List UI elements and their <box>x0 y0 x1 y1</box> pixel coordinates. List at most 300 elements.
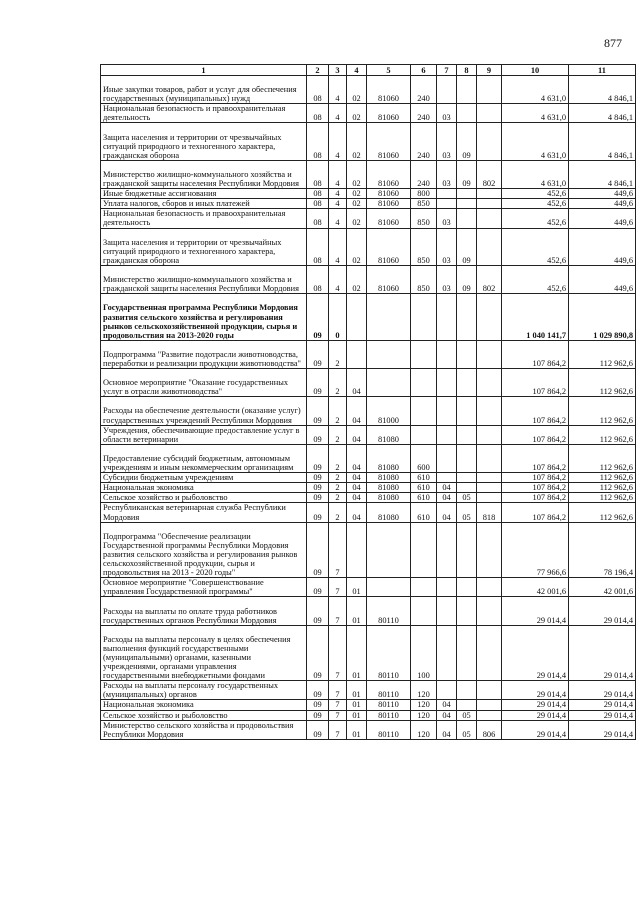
code-cell: 7 <box>329 522 347 578</box>
code-cell: 81060 <box>367 160 411 188</box>
code-cell: 81060 <box>367 199 411 209</box>
amount-cell: 4 846,1 <box>569 76 636 104</box>
code-cell: 81080 <box>367 493 411 503</box>
code-cell: 800 <box>411 189 437 199</box>
code-cell <box>457 340 477 368</box>
code-cell: 81080 <box>367 444 411 472</box>
budget-table <box>100 64 636 740</box>
code-cell <box>457 397 477 425</box>
table-row <box>101 625 636 681</box>
code-cell: 81000 <box>367 397 411 425</box>
code-cell: 81060 <box>367 228 411 265</box>
table-row <box>101 160 636 188</box>
code-cell <box>477 209 502 228</box>
code-cell: 7 <box>329 700 347 710</box>
amount-cell: 112 962,6 <box>569 397 636 425</box>
code-cell: 4 <box>329 228 347 265</box>
code-cell <box>457 473 477 483</box>
code-cell: 09 <box>307 710 329 720</box>
code-cell <box>437 578 457 597</box>
code-cell: 09 <box>307 483 329 493</box>
code-cell: 240 <box>411 123 437 160</box>
code-cell: 2 <box>329 340 347 368</box>
code-cell: 2 <box>329 397 347 425</box>
code-cell <box>411 340 437 368</box>
col-header-1: 1 <box>101 65 307 76</box>
amount-cell: 452,6 <box>502 209 569 228</box>
amount-cell: 107 864,2 <box>502 503 569 522</box>
code-cell: 02 <box>347 209 367 228</box>
amount-cell: 107 864,2 <box>502 397 569 425</box>
code-cell: 2 <box>329 483 347 493</box>
code-cell <box>437 199 457 209</box>
code-cell <box>457 578 477 597</box>
amount-cell: 4 631,0 <box>502 160 569 188</box>
amount-cell: 29 014,4 <box>569 710 636 720</box>
code-cell <box>477 710 502 720</box>
code-cell: 80110 <box>367 597 411 625</box>
amount-cell: 1 040 141,7 <box>502 294 569 341</box>
code-cell: 04 <box>437 493 457 503</box>
amount-cell: 449,6 <box>569 189 636 199</box>
amount-cell: 107 864,2 <box>502 369 569 397</box>
code-cell: 80110 <box>367 700 411 710</box>
code-cell: 09 <box>307 444 329 472</box>
code-cell <box>457 597 477 625</box>
code-cell: 08 <box>307 228 329 265</box>
code-cell: 7 <box>329 625 347 681</box>
table-row <box>101 720 636 739</box>
code-cell <box>457 189 477 199</box>
amount-cell: 107 864,2 <box>502 444 569 472</box>
code-cell: 01 <box>347 681 367 700</box>
code-cell: 80110 <box>367 681 411 700</box>
code-cell <box>411 522 437 578</box>
row-name-cell: Национальная экономика <box>101 483 307 493</box>
table-row <box>101 104 636 123</box>
code-cell: 09 <box>307 681 329 700</box>
code-cell: 802 <box>477 265 502 293</box>
table-row <box>101 228 636 265</box>
table-row <box>101 76 636 104</box>
code-cell: 850 <box>411 228 437 265</box>
code-cell <box>477 681 502 700</box>
table-row <box>101 123 636 160</box>
code-cell <box>477 228 502 265</box>
code-cell: 04 <box>347 483 367 493</box>
code-cell: 610 <box>411 493 437 503</box>
amount-cell: 29 014,4 <box>569 625 636 681</box>
code-cell <box>477 123 502 160</box>
amount-cell: 77 966,6 <box>502 522 569 578</box>
amount-cell: 112 962,6 <box>569 369 636 397</box>
col-header-6: 6 <box>411 65 437 76</box>
code-cell: 2 <box>329 444 347 472</box>
table-row <box>101 578 636 597</box>
amount-cell: 4 846,1 <box>569 160 636 188</box>
code-cell: 04 <box>437 503 457 522</box>
code-cell: 7 <box>329 720 347 739</box>
row-name-cell: Сельское хозяйство и рыболовство <box>101 710 307 720</box>
code-cell: 03 <box>437 104 457 123</box>
code-cell <box>367 578 411 597</box>
code-cell <box>477 483 502 493</box>
row-name-cell: Основное мероприятие "Оказание государственных услуг в отрасли животноводства" <box>101 369 307 397</box>
code-cell: 4 <box>329 160 347 188</box>
code-cell: 04 <box>347 503 367 522</box>
amount-cell: 29 014,4 <box>502 597 569 625</box>
table-body <box>101 76 636 740</box>
code-cell: 02 <box>347 160 367 188</box>
table-row <box>101 710 636 720</box>
code-cell: 81080 <box>367 425 411 444</box>
code-cell: 818 <box>477 503 502 522</box>
code-cell <box>457 369 477 397</box>
code-cell: 01 <box>347 625 367 681</box>
code-cell: 04 <box>347 473 367 483</box>
code-cell: 80110 <box>367 625 411 681</box>
code-cell <box>457 209 477 228</box>
code-cell <box>477 493 502 503</box>
code-cell <box>437 340 457 368</box>
code-cell <box>437 681 457 700</box>
code-cell: 09 <box>307 597 329 625</box>
code-cell: 05 <box>457 710 477 720</box>
table-row <box>101 265 636 293</box>
code-cell <box>477 199 502 209</box>
code-cell: 09 <box>307 473 329 483</box>
code-cell: 80110 <box>367 710 411 720</box>
amount-cell: 29 014,4 <box>569 597 636 625</box>
code-cell: 4 <box>329 265 347 293</box>
code-cell: 04 <box>437 700 457 710</box>
table-row <box>101 189 636 199</box>
row-name-cell: Национальная экономика <box>101 700 307 710</box>
code-cell: 02 <box>347 104 367 123</box>
amount-cell: 452,6 <box>502 199 569 209</box>
code-cell: 05 <box>457 503 477 522</box>
amount-cell: 107 864,2 <box>502 425 569 444</box>
code-cell: 09 <box>307 720 329 739</box>
row-name-cell: Субсидии бюджетным учреждениям <box>101 473 307 483</box>
amount-cell: 29 014,4 <box>569 720 636 739</box>
code-cell <box>477 189 502 199</box>
code-cell: 09 <box>307 369 329 397</box>
code-cell <box>477 625 502 681</box>
code-cell: 09 <box>457 160 477 188</box>
code-cell: 7 <box>329 710 347 720</box>
code-cell: 240 <box>411 160 437 188</box>
code-cell <box>437 597 457 625</box>
code-cell: 850 <box>411 199 437 209</box>
code-cell: 01 <box>347 578 367 597</box>
row-name-cell: Национальная безопасность и правоохранительная деятельность <box>101 209 307 228</box>
amount-cell: 449,6 <box>569 209 636 228</box>
amount-cell: 4 631,0 <box>502 76 569 104</box>
code-cell <box>347 294 367 341</box>
code-cell: 7 <box>329 597 347 625</box>
row-name-cell: Республиканская ветеринарная служба Республики Мордовия <box>101 503 307 522</box>
amount-cell: 1 029 890,8 <box>569 294 636 341</box>
amount-cell: 29 014,4 <box>502 710 569 720</box>
amount-cell: 112 962,6 <box>569 340 636 368</box>
table-row <box>101 700 636 710</box>
code-cell: 7 <box>329 578 347 597</box>
code-cell: 02 <box>347 228 367 265</box>
amount-cell: 452,6 <box>502 228 569 265</box>
code-cell: 80110 <box>367 720 411 739</box>
amount-cell: 4 631,0 <box>502 104 569 123</box>
code-cell: 610 <box>411 483 437 493</box>
table-row <box>101 209 636 228</box>
code-cell <box>437 425 457 444</box>
code-cell <box>367 369 411 397</box>
code-cell <box>437 522 457 578</box>
amount-cell: 112 962,6 <box>569 483 636 493</box>
table-row <box>101 369 636 397</box>
table-row <box>101 340 636 368</box>
table-row <box>101 681 636 700</box>
amount-cell: 42 001,6 <box>569 578 636 597</box>
amount-cell: 4 846,1 <box>569 104 636 123</box>
code-cell <box>457 522 477 578</box>
code-cell: 81060 <box>367 189 411 199</box>
code-cell: 81060 <box>367 265 411 293</box>
code-cell <box>411 397 437 425</box>
amount-cell: 42 001,6 <box>502 578 569 597</box>
code-cell: 08 <box>307 199 329 209</box>
code-cell: 03 <box>437 123 457 160</box>
code-cell: 2 <box>329 369 347 397</box>
code-cell: 4 <box>329 76 347 104</box>
table-row <box>101 199 636 209</box>
row-name-cell: Министерство сельского хозяйства и продовольствия Республики Мордовия <box>101 720 307 739</box>
header-row <box>101 65 636 76</box>
code-cell: 03 <box>437 228 457 265</box>
code-cell: 04 <box>347 444 367 472</box>
code-cell <box>477 444 502 472</box>
code-cell: 09 <box>307 578 329 597</box>
table-row <box>101 397 636 425</box>
amount-cell: 449,6 <box>569 199 636 209</box>
row-name-cell: Министерство жилищно-коммунального хозяйства и гражданской защиты населения Республики Мордовия <box>101 265 307 293</box>
code-cell: 09 <box>307 493 329 503</box>
code-cell: 600 <box>411 444 437 472</box>
amount-cell: 107 864,2 <box>502 473 569 483</box>
row-name-cell: Основное мероприятие "Совершенствование управления Государственной программы" <box>101 578 307 597</box>
row-name-cell: Иные закупки товаров, работ и услуг для обеспечения государственных (муниципальных) нужд <box>101 76 307 104</box>
code-cell <box>477 76 502 104</box>
table-row <box>101 503 636 522</box>
code-cell <box>411 425 437 444</box>
code-cell: 09 <box>307 294 329 341</box>
code-cell <box>477 700 502 710</box>
row-name-cell: Расходы на выплаты персоналу в целях обеспечения выполнения функций государственными (муниципальными) органами, казенными учреждениями, органами управления государственными внебюджетными фондами <box>101 625 307 681</box>
code-cell <box>457 483 477 493</box>
code-cell: 81060 <box>367 209 411 228</box>
code-cell <box>457 700 477 710</box>
row-name-cell: Сельское хозяйство и рыболовство <box>101 493 307 503</box>
code-cell: 09 <box>307 425 329 444</box>
code-cell: 120 <box>411 710 437 720</box>
code-cell: 05 <box>457 720 477 739</box>
code-cell <box>457 76 477 104</box>
code-cell: 08 <box>307 209 329 228</box>
code-cell <box>411 294 437 341</box>
col-header-9: 9 <box>477 65 502 76</box>
amount-cell: 4 846,1 <box>569 123 636 160</box>
row-name-cell: Уплата налогов, сборов и иных платежей <box>101 199 307 209</box>
code-cell: 120 <box>411 700 437 710</box>
code-cell: 4 <box>329 104 347 123</box>
code-cell: 08 <box>307 189 329 199</box>
row-name-cell: Защита населения и территории от чрезвычайных ситуаций природного и техногенного характера, гражданская оборона <box>101 228 307 265</box>
code-cell <box>457 625 477 681</box>
code-cell: 120 <box>411 681 437 700</box>
code-cell <box>457 199 477 209</box>
table-row <box>101 425 636 444</box>
col-header-10: 10 <box>502 65 569 76</box>
code-cell: 09 <box>307 340 329 368</box>
code-cell: 4 <box>329 209 347 228</box>
page-number: 877 <box>604 36 622 50</box>
code-cell: 850 <box>411 209 437 228</box>
code-cell <box>411 369 437 397</box>
row-name-cell: Расходы на выплаты персоналу государственных (муниципальных) органов <box>101 681 307 700</box>
code-cell: 04 <box>347 397 367 425</box>
amount-cell: 112 962,6 <box>569 444 636 472</box>
row-name-cell: Расходы на выплаты по оплате труда работников государственных органов Республики Мордовия <box>101 597 307 625</box>
code-cell: 100 <box>411 625 437 681</box>
col-header-3: 3 <box>329 65 347 76</box>
code-cell: 04 <box>347 369 367 397</box>
row-name-cell: Защита населения и территории от чрезвычайных ситуаций природного и техногенного характера, гражданская оборона <box>101 123 307 160</box>
amount-cell: 29 014,4 <box>502 720 569 739</box>
code-cell: 7 <box>329 681 347 700</box>
code-cell <box>477 522 502 578</box>
col-header-4: 4 <box>347 65 367 76</box>
code-cell <box>367 522 411 578</box>
amount-cell: 29 014,4 <box>569 681 636 700</box>
code-cell: 240 <box>411 104 437 123</box>
col-header-7: 7 <box>437 65 457 76</box>
code-cell: 09 <box>307 522 329 578</box>
code-cell: 01 <box>347 700 367 710</box>
code-cell: 09 <box>307 503 329 522</box>
code-cell: 81060 <box>367 76 411 104</box>
code-cell <box>477 397 502 425</box>
table-row <box>101 597 636 625</box>
code-cell: 2 <box>329 425 347 444</box>
code-cell: 04 <box>347 425 367 444</box>
code-cell <box>367 294 411 341</box>
code-cell: 01 <box>347 597 367 625</box>
amount-cell: 78 196,4 <box>569 522 636 578</box>
code-cell <box>437 76 457 104</box>
code-cell: 2 <box>329 473 347 483</box>
code-cell <box>347 522 367 578</box>
code-cell: 09 <box>307 397 329 425</box>
code-cell <box>477 294 502 341</box>
code-cell: 01 <box>347 710 367 720</box>
code-cell: 120 <box>411 720 437 739</box>
amount-cell: 4 631,0 <box>502 123 569 160</box>
table-row <box>101 294 636 341</box>
code-cell <box>477 104 502 123</box>
code-cell: 802 <box>477 160 502 188</box>
row-name-cell: Министерство жилищно-коммунального хозяйства и гражданской защиты населения Республики Мордовия <box>101 160 307 188</box>
code-cell: 09 <box>307 700 329 710</box>
col-header-11: 11 <box>569 65 636 76</box>
code-cell: 04 <box>437 710 457 720</box>
code-cell: 02 <box>347 189 367 199</box>
code-cell: 806 <box>477 720 502 739</box>
code-cell: 2 <box>329 493 347 503</box>
code-cell <box>457 444 477 472</box>
code-cell <box>437 369 457 397</box>
row-name-cell: Подпрограмма "Обеспечение реализации Государственной программы Республики Мордовия развития сельского хозяйства и регулирования рынков сельскохозяйственной продукции, сырья и продовольствия на 2013 - 2020 годы" <box>101 522 307 578</box>
row-name-cell: Национальная безопасность и правоохранительная деятельность <box>101 104 307 123</box>
code-cell <box>477 473 502 483</box>
code-cell <box>477 578 502 597</box>
amount-cell: 29 014,4 <box>569 700 636 710</box>
code-cell: 4 <box>329 199 347 209</box>
code-cell: 09 <box>457 123 477 160</box>
code-cell: 02 <box>347 76 367 104</box>
code-cell: 08 <box>307 123 329 160</box>
code-cell: 05 <box>457 493 477 503</box>
code-cell: 02 <box>347 123 367 160</box>
amount-cell: 107 864,2 <box>502 340 569 368</box>
table-row <box>101 522 636 578</box>
code-cell <box>457 681 477 700</box>
code-cell <box>457 294 477 341</box>
code-cell: 08 <box>307 104 329 123</box>
code-cell: 81080 <box>367 503 411 522</box>
code-cell: 09 <box>307 625 329 681</box>
row-name-cell: Подпрограмма "Развитие подотрасли животноводства, переработки и реализации продукции животноводства" <box>101 340 307 368</box>
row-name-cell: Расходы на обеспечение деятельности (оказание услуг) государственных учреждений Республики Мордовия <box>101 397 307 425</box>
code-cell <box>367 340 411 368</box>
code-cell: 81080 <box>367 483 411 493</box>
code-cell: 81060 <box>367 104 411 123</box>
code-cell: 09 <box>457 265 477 293</box>
code-cell <box>477 597 502 625</box>
code-cell: 850 <box>411 265 437 293</box>
amount-cell: 107 864,2 <box>502 483 569 493</box>
code-cell: 81060 <box>367 123 411 160</box>
code-cell: 04 <box>437 720 457 739</box>
amount-cell: 112 962,6 <box>569 503 636 522</box>
code-cell: 610 <box>411 473 437 483</box>
code-cell <box>437 397 457 425</box>
amount-cell: 29 014,4 <box>502 625 569 681</box>
code-cell: 08 <box>307 160 329 188</box>
row-name-cell: Иные бюджетные ассигнования <box>101 189 307 199</box>
table-row <box>101 493 636 503</box>
code-cell: 4 <box>329 189 347 199</box>
col-header-8: 8 <box>457 65 477 76</box>
amount-cell: 29 014,4 <box>502 681 569 700</box>
code-cell: 04 <box>437 483 457 493</box>
amount-cell: 107 864,2 <box>502 493 569 503</box>
code-cell <box>347 340 367 368</box>
amount-cell: 449,6 <box>569 228 636 265</box>
row-name-cell: Предоставление субсидий бюджетным, автономным учреждениям и иным некоммерческим организациям <box>101 444 307 472</box>
code-cell <box>457 425 477 444</box>
code-cell: 81080 <box>367 473 411 483</box>
code-cell: 240 <box>411 76 437 104</box>
